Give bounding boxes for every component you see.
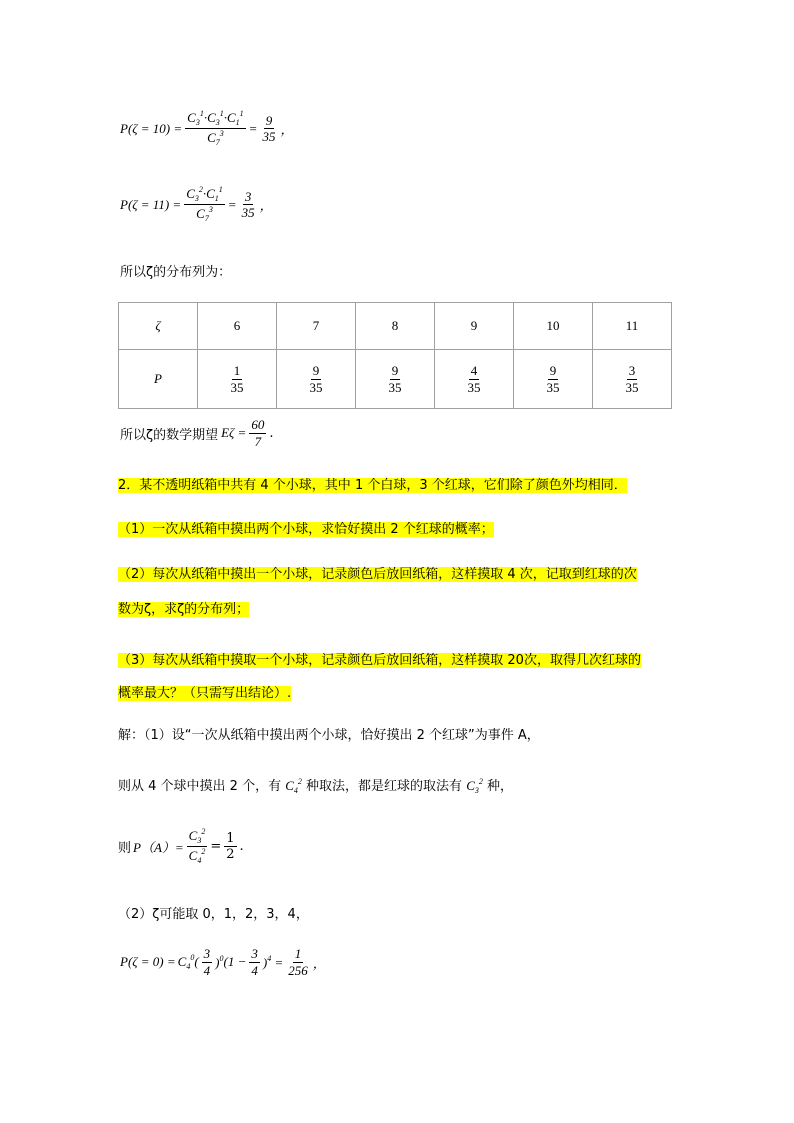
eq2-numerator: 3 [244, 188, 252, 204]
prob-numerator: 1 [232, 364, 243, 380]
solution-line3: 则 P（A）= $\frac{C_3^2}{C_4^2}$ = $\frac{1}{2}$ . [118, 827, 244, 866]
problem-q2-line2: 数为ζ，求ζ的分布列； [118, 602, 250, 617]
solution-line2-part2: 种取法，都是红球的取法有 [306, 779, 463, 794]
table-value-cell: 10 [514, 303, 593, 350]
eq1-tail: ， [280, 122, 294, 138]
table-value-cell: 6 [198, 303, 277, 350]
expectation-denominator: 7 [254, 433, 262, 449]
prob-numerator: 9 [390, 364, 401, 380]
expectation-expr: Eζ = [221, 425, 247, 441]
expectation-fraction [249, 418, 266, 448]
solution-line5-denominator: 256 [288, 962, 308, 978]
table-value-cell: 11 [593, 303, 672, 350]
problem-q3-cont [118, 682, 291, 701]
problem-q3-line2: 概率最大？（只需写出结论）. [118, 686, 292, 701]
table-row-probabilities [119, 350, 672, 409]
table-prob-cell [435, 350, 514, 409]
eq1-denominator: 35 [262, 129, 276, 145]
eq2-result-fraction [240, 190, 257, 220]
solution-line2: 则从 4 个球中摸出 2 个，有 $C_4^2$ 种取法，都是红球的取法有 $C_3^2$ 种， [118, 777, 514, 795]
problem-q1 [118, 518, 494, 537]
table-prob-cell [198, 350, 277, 409]
prob-numerator: 4 [469, 364, 480, 380]
eq2-combination-fraction: $\frac{C_3^2\cdot C_1^1}{C_7^3}$ [186, 185, 223, 224]
solution-line5-tail: ， [312, 955, 326, 971]
eq2-equals: = [227, 196, 237, 212]
problem-q3 [118, 649, 641, 668]
table-value-cell: 9 [435, 303, 514, 350]
eq1-result-fraction [260, 114, 277, 144]
solution-line1: 解：（1）设“一次从纸箱中摸出两个小球，恰好摸出 2 个红球”为事件 A， [118, 728, 540, 743]
table-prob-cell [356, 350, 435, 409]
equation-p-zeta-11 [120, 186, 273, 224]
solution-line3-numerator: 1 [226, 830, 235, 846]
solution-line3-prefix: 则 [118, 841, 132, 857]
problem-q2-cont [118, 598, 249, 617]
table-header-zeta: ζ [119, 303, 198, 350]
table-prob-cell [277, 350, 356, 409]
expectation-text: 所以ζ的数学期望 [120, 427, 219, 443]
solution-line3-comb-fraction: $\frac{C_3^2}{C_4^2}$ [188, 827, 206, 866]
table-row-values [119, 303, 672, 350]
eq1-numerator: 9 [265, 112, 273, 128]
equation-p-zeta-10 [120, 110, 293, 148]
solution-line3-result-fraction [224, 832, 236, 862]
expectation-numerator: 60 [251, 417, 265, 432]
prob-numerator: 3 [627, 364, 638, 380]
solution-line5-lhs: P(ζ = 0) = [120, 954, 176, 970]
problem-q2-line1: （2）每次从纸箱中摸出一个小球，记录颜色后放回纸箱，这样摸取 4 次，记取到红球的次 [118, 567, 637, 582]
solution-line2-part3: 种， [487, 779, 514, 794]
solution-line3-tail: . [239, 839, 244, 855]
distribution-intro: 所以ζ的分布列为： [120, 265, 232, 280]
solution-line5-three-quarters-2: $\frac{3}{4}$ [251, 946, 258, 978]
table-value-cell: 8 [356, 303, 435, 350]
prob-denominator: 35 [309, 380, 323, 395]
prob-denominator: 35 [546, 380, 560, 395]
problem-stem [118, 474, 627, 493]
table-value-cell: 7 [277, 303, 356, 350]
problem-stem-text: 2．某不透明纸箱中共有 4 个小球，其中 1 个白球，3 个红球，它们除了颜色外均相同． [118, 478, 627, 493]
eq1-combination-fraction: $\frac{C_3^1\cdot C_3^1\cdot C_1^1}{C_7^3}$ [187, 109, 244, 148]
solution-line5: P(ζ = 0) = $C_4^0$( $\frac{3}{4}$ )$^0$ (1 − $\frac{3}{4}$ )$^4$ = $\frac{1}{256}$ ， [120, 946, 326, 978]
solution-line5-mid: (1 − [223, 954, 247, 970]
prob-denominator: 35 [467, 380, 481, 395]
prob-denominator: 35 [388, 380, 402, 395]
prob-denominator: 35 [625, 380, 639, 395]
solution-line3-p: P（A）= [133, 840, 184, 856]
problem-q2 [118, 563, 637, 582]
solution-line3-denominator: 2 [226, 847, 235, 863]
solution-line2-part1: 则从 4 个球中摸出 2 个，有 [118, 779, 282, 794]
solution-line5-numerator: 1 [294, 946, 302, 961]
distribution-table [118, 302, 672, 409]
eq2-lhs: P(ζ = 11) = [120, 196, 182, 212]
prob-numerator: 9 [548, 364, 559, 380]
eq1-equals: = [248, 120, 258, 136]
table-header-p: P [119, 350, 198, 409]
solution-line5-three-quarters: $\frac{3}{4}$ [203, 946, 211, 978]
problem-q3-line1: （3）每次从纸箱中摸取一个小球，记录颜色后放回纸箱，这样摸取 20次，取得几次红球的 [118, 653, 641, 668]
solution-line5-result-fraction [286, 947, 310, 977]
expectation-line [120, 418, 273, 448]
prob-denominator: 35 [230, 380, 244, 395]
problem-q1-text: （1）一次从纸箱中摸出两个小球，求恰好摸出 2 个红球的概率； [118, 522, 494, 537]
solution-line4: （2）ζ可能取 0，1，2，3，4， [118, 907, 309, 922]
prob-numerator: 9 [311, 364, 322, 380]
eq2-denominator: 35 [241, 205, 255, 221]
table-prob-cell [514, 350, 593, 409]
eq1-lhs: P(ζ = 10) = [120, 120, 183, 136]
expectation-tail: . [269, 425, 274, 441]
eq2-tail: ， [259, 198, 273, 214]
table-prob-cell [593, 350, 672, 409]
